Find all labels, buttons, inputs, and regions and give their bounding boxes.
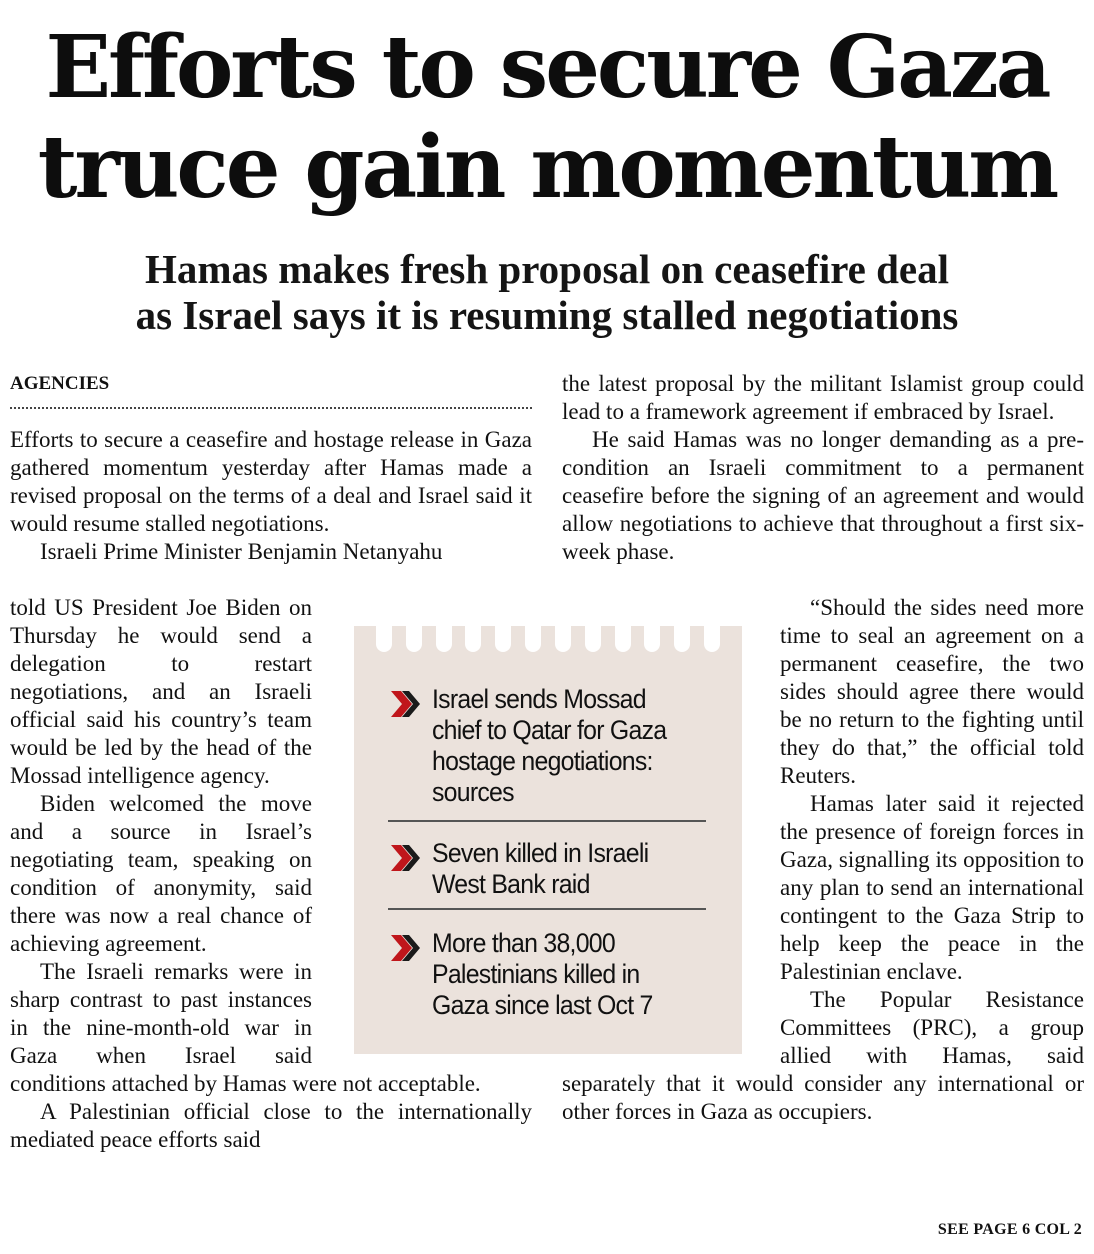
subheadline-line-2: as Israel says it is resuming stalled negotiations <box>135 292 959 338</box>
related-story-3-title: More than 38,000 Palestinians killed in Gaza since last Oct 7 <box>432 928 653 1020</box>
related-story-1-title: Israel sends Mossad chief to Qatar for Gaza hostage negotiations: sources <box>432 684 667 807</box>
right-paragraph-3: “Should the sides need more time to seal an agreement on a permanent ceasefire, the two sides should agree there would be no return to the fighting until they do that,” the official told Reuters. <box>780 595 1084 788</box>
sidebar-divider <box>388 820 706 822</box>
continuation-note[interactable]: SEE PAGE 6 COL 2 <box>937 1221 1082 1238</box>
subheadline <box>0 246 1094 338</box>
left-column <box>10 426 532 566</box>
left-paragraph-2-lead: Israeli Prime Minister Benjamin Netanyahu <box>40 539 443 564</box>
left-paragraph-1: Efforts to secure a ceasefire and hostage release in Gaza gathered momentum yesterday after Hamas made a revised proposal on the terms of a deal and Israel said it would resume stalled negotiations. <box>10 427 532 536</box>
right-paragraph-4: Hamas later said it rejected the presence of foreign forces in Gaza, signalling its opposition to any plan to send an international contingent to the Gaza Strip to help keep the peace in the Palestinian enclave. <box>780 791 1084 984</box>
dotted-divider <box>10 407 532 409</box>
left-paragraph-4: The Israeli remarks were in sharp contrast to past instances in the nine-month-old war in Gaza when Israel said conditions attached by Hamas were not acceptable. <box>10 959 481 1096</box>
headline-line-1: Efforts to secure Gaza <box>45 17 1049 118</box>
left-paragraph-3: Biden welcomed the move and a source in Israel’s negotiating team, speaking on condition of anonymity, said there was now a real chance of achieving agreement. <box>10 791 312 956</box>
sidebar-divider <box>388 908 706 910</box>
right-column <box>562 370 1084 566</box>
related-story-2[interactable] <box>388 838 706 900</box>
related-story-3[interactable] <box>388 928 706 1021</box>
related-story-1[interactable] <box>388 684 706 808</box>
double-chevron-right-icon <box>388 684 432 726</box>
byline: AGENCIES <box>10 373 110 394</box>
double-chevron-right-icon <box>388 928 432 970</box>
notepad-holes <box>354 626 742 660</box>
related-stories-box <box>354 626 742 1054</box>
left-paragraph-2-rest: told US President Joe Biden on Thursday he would send a delegation to restart negotiations, and an Israeli official said his country’s team would be led by the head of the Mossad intelligence agency. <box>10 595 312 788</box>
related-story-2-title: Seven killed in Israeli West Bank raid <box>432 838 649 899</box>
right-paragraph-1: the latest proposal by the militant Islamist group could lead to a framework agreement if embraced by Israel. <box>562 371 1084 424</box>
double-chevron-right-icon <box>388 838 432 880</box>
right-paragraph-5: The Popular Resistance Committees (PRC), a group allied with Hamas, said separately that it would consider any international or other forces in Gaza as occupiers. <box>562 987 1084 1124</box>
left-paragraph-5: A Palestinian official close to the internationally mediated peace efforts said <box>10 1099 532 1152</box>
subheadline-line-1: Hamas makes fresh proposal on ceasefire deal <box>144 246 950 292</box>
headline-line-2: truce gain momentum <box>37 117 1057 218</box>
right-paragraph-2: He said Hamas was no longer demanding as a pre-condition an Israeli commitment to a permanent ceasefire before the signing of an agreement and would allow negotiations to achieve that throughout a first six-week phase. <box>562 427 1084 564</box>
headline <box>0 18 1094 218</box>
